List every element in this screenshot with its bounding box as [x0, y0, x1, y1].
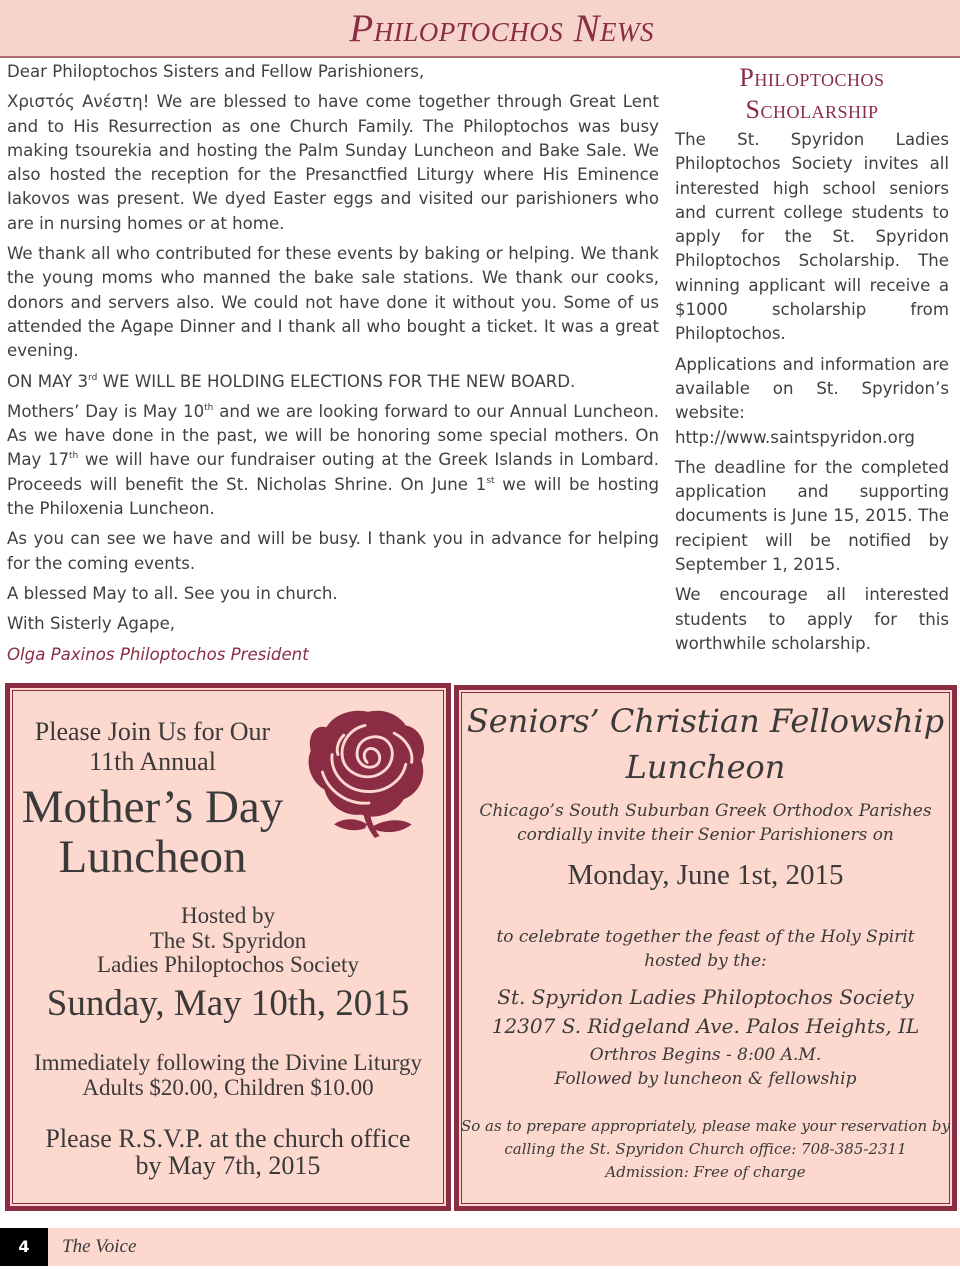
scholarship-sidebar — [675, 62, 949, 662]
letter-paragraph: Mothers’ Day is May 10th and we are looking forward to our Annual Luncheon. As we have done in the past, we will be honoring some special mothers. On May 17th we will have our fundraiser outing at the Greek Islands in Lombard. Proceeds will benefit the St. Nicholas Shrine. On June 1st we will be hosting the Philoxenia Luncheon. — [7, 401, 659, 519]
mothers-day-flyer — [5, 683, 451, 1211]
letter-greeting: Dear Philoptochos Sisters and Fellow Parishioners, — [7, 62, 425, 81]
seniors-invite: Chicago’s South Suburban Greek Orthodox Parishes — [479, 801, 932, 821]
invite-line: Please Join Us for Our — [34, 717, 271, 746]
letter-signature: Olga Paxinos Philoptochos President — [7, 644, 309, 664]
president-letter — [7, 60, 659, 673]
seniors-admission: Admission: Free of charge — [605, 1163, 806, 1181]
seniors-orthros: Orthros Begins - 8:00 A.M. — [589, 1045, 822, 1065]
letter-paragraph: A blessed May to all. See you in church. — [7, 583, 338, 603]
seniors-title: Seniors’ Christian Fellowship — [466, 702, 945, 740]
event-timing: Immediately following the Divine Liturgy — [34, 1050, 422, 1075]
letter-paragraph: We thank all who contributed for these events by baking or helping. We thank the young moms who manned the bake sale stations. We thank our cooks, donors and servers also. We could not have done it without you. Some of us attended the Agape Dinner and I thank all who bought a ticket. It was a great evening. — [7, 244, 659, 361]
seniors-luncheon-flyer — [454, 685, 957, 1211]
scholarship-paragraph: Applications and information are available on St. Spyridon’s website: http://www.saintspyridon.org — [675, 354, 949, 447]
scholarship-paragraph: The deadline for the completed application and supporting documents is June 15, 2015. The recipient will be notified by September 1, 2015. — [675, 457, 949, 575]
rsvp-deadline: by May 7th, 2015 — [135, 1151, 321, 1180]
event-title: Luncheon — [58, 831, 247, 883]
seniors-celebrate: to celebrate together the feast of the Holy Spirit — [496, 927, 915, 947]
seniors-date: Monday, June 1st, 2015 — [567, 859, 844, 891]
scholarship-title: Philoptochos Scholarship — [739, 63, 885, 124]
rsvp-line: Please R.S.V.P. at the church office — [45, 1124, 411, 1153]
annual-line: 11th Annual — [89, 747, 216, 776]
letter-paragraph: Χριστός Ανέστη! We are blessed to have come together through Great Lent and to His Resurrection as one Church Family. The Philoptochos was busy making tsourekia and hosting the Palm Sunday Luncheon and Bake Sale. We also hosted the reception for the Presanctfied Liturgy where His Eminence Iakovos was present. We dyed Easter eggs and visited our parishioners who are in nursing homes or at home. — [7, 92, 659, 233]
scholarship-paragraph: We encourage all interested students to apply for this worthwhile scholarship. — [675, 585, 949, 653]
hosted-by: Hosted by — [181, 903, 275, 928]
rose-icon — [305, 702, 431, 842]
seniors-reserve: calling the St. Spyridon Church office: 708-385-2311 — [504, 1140, 907, 1158]
letter-elections-notice: ON MAY 3rd WE WILL BE HOLDING ELECTIONS FOR THE NEW BOARD. — [7, 371, 576, 391]
letter-closing: With Sisterly Agape, — [7, 614, 176, 634]
host-line: The St. Spyridon — [149, 928, 307, 953]
seniors-reserve: So as to prepare appropriately, please make your reservation by — [460, 1117, 951, 1135]
seniors-followed: Followed by luncheon & fellowship — [554, 1069, 857, 1089]
event-date: Sunday, May 10th, 2015 — [46, 983, 410, 1024]
page-number: 4 — [0, 1228, 48, 1266]
scholarship-paragraph: The St. Spyridon Ladies Philoptochos Society invites all interested high school seniors and current college students to apply for the St. Spyridon Philoptochos Scholarship. The winning applicant will receive a $1000 scholarship from Philoptochos. — [675, 130, 949, 344]
host-line: Ladies Philoptochos Society — [97, 952, 359, 977]
publication-name: The Voice — [62, 1236, 137, 1257]
letter-paragraph: As you can see we have and will be busy. I thank you in advance for helping for the coming events. — [7, 529, 659, 573]
seniors-address: 12307 S. Ridgeland Ave. Palos Heights, IL — [491, 1014, 920, 1038]
footer-bar — [0, 1228, 960, 1266]
event-prices: Adults $20.00, Children $10.00 — [82, 1075, 374, 1100]
seniors-title: Luncheon — [625, 748, 786, 786]
seniors-invite: cordially invite their Senior Parishioners on — [517, 825, 894, 845]
seniors-host: St. Spyridon Ladies Philoptochos Society — [497, 985, 914, 1009]
page-title: Philoptochos News — [349, 7, 654, 50]
seniors-celebrate: hosted by the: — [644, 951, 767, 971]
event-title: Mother’s Day — [21, 781, 284, 833]
